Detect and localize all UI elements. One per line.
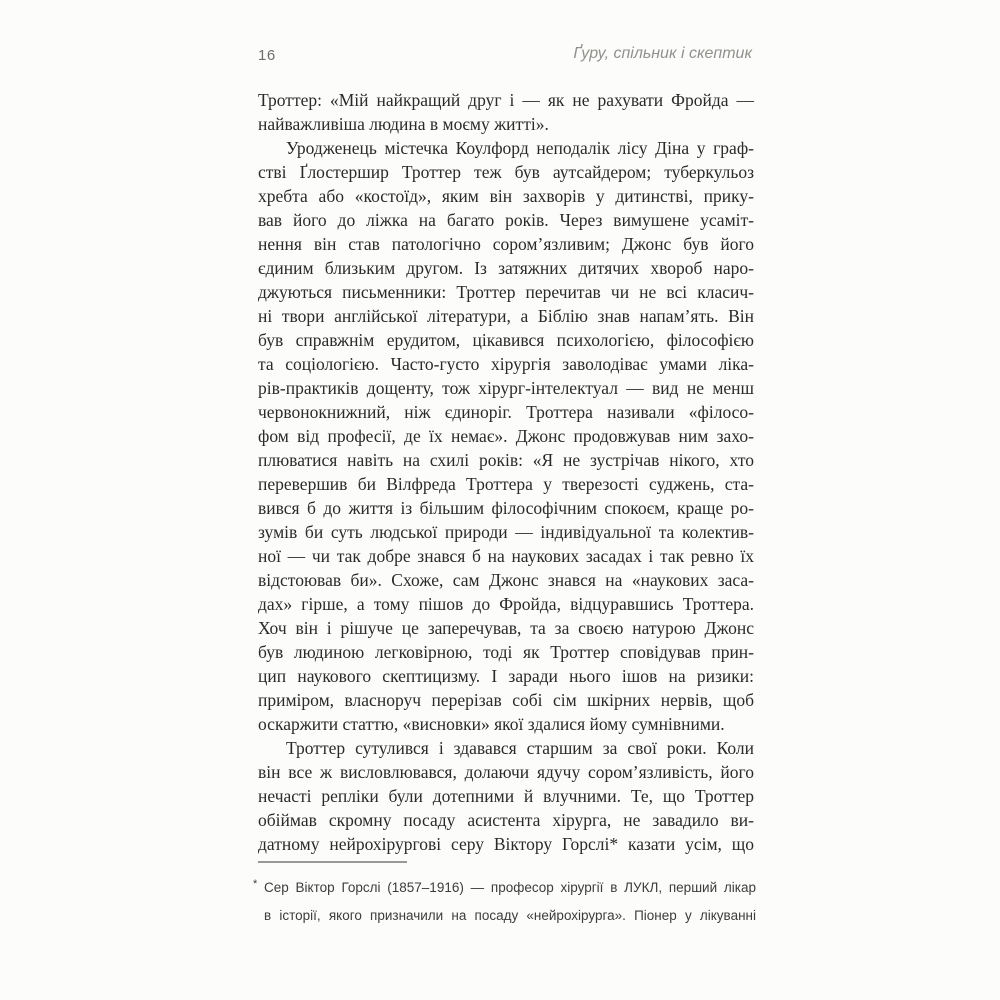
text-line: рів-практиків дощенту, тож хірург-інтелектуал — вид не менш [258, 378, 754, 398]
footnote-marker: * [253, 878, 258, 890]
text-line: вав його до ліжка на багато років. Через вимушене усаміт- [258, 210, 754, 230]
text-line: дах» гірше, а тому пішов до Фройда, відцуравшись Троттера. [258, 594, 754, 614]
text-line: нечасті репліки були дотепними й влучними. Те, що Троттер [258, 786, 754, 806]
text-line: Троттер: «Мій найкращий друг і — як не рахувати Фройда — [258, 90, 754, 110]
text-line: ні твори англійської літератури, а Біблію знав напам’ять. Він [258, 306, 754, 326]
text-line: та соціологією. Часто-густо хірургія заволодіває умами ліка- [258, 354, 754, 374]
text-line: датному нейрохірургові серу Віктору Горслі* казати усім, що [258, 834, 754, 854]
footnote-line [253, 874, 756, 902]
text-line: Уродженець містечка Коулфорд неподалік лісу Діна у граф- [286, 138, 754, 158]
text-line: Троттер сутулився і здавався старшим за свої роки. Коли [286, 738, 754, 758]
text-line: плюватися навіть на схилі років: «Я не зустрічав нікого, хто [258, 450, 754, 470]
footnote-divider [258, 861, 407, 863]
text-line: зумів би суть людської природи — індивідуальної та колектив- [258, 522, 754, 542]
text-line: джуються письменники: Троттер перечитав чи не всі класич- [258, 282, 754, 302]
text-line: цип наукового скептицизму. І заради нього ішов на ризики: [258, 666, 754, 686]
text-line: ної — чи так добре знався б на наукових засадах і так ревно їх [258, 546, 754, 566]
text-line: Хоч він і рішуче це заперечував, та за своєю натурою Джонс [258, 618, 754, 638]
text-line: оскаржити статтю, «висновки» якої здалися йому сумнівними. [258, 714, 725, 734]
running-head: Ґуру, спільник і скептик [573, 45, 752, 62]
text-line: фом від професії, де їх немає». Джонс продовжував ним захо- [258, 426, 754, 446]
text-line: приміром, власноруч перерізав собі сім шкірних нервів, щоб [258, 690, 754, 710]
text-line: був справжнім ерудитом, цікавився психологією, філософією [258, 330, 754, 350]
page-number: 16 [258, 47, 276, 64]
text-line: був людиною легковірною, тоді як Троттер сповідував прин- [258, 642, 754, 662]
text-line: перевершив би Вілфреда Троттера у тверезості суджень, ста- [258, 474, 754, 494]
text-line: найважливіша людина в моєму житті». [258, 114, 549, 134]
text-line: єдиним близьким другом. Із затяжних дитячих хвороб наро- [258, 258, 754, 278]
text-line: стві Ґлостершир Троттер теж був аутсайдером; туберкульоз [258, 162, 754, 182]
footnote-line: в історії, якого призначили на посаду «нейрохірурга». Піонер у лікуванні [264, 908, 756, 923]
text-line: хребта або «костоїд», яким він захворів у дитинстві, прику- [258, 186, 754, 206]
text-line: вився б до життя із більшим філософічним спокоєм, краще ро- [258, 498, 754, 518]
text-line: він все ж висловлювався, долаючи ядучу сором’язливість, його [258, 762, 754, 782]
footnote [253, 874, 756, 930]
body-text [258, 88, 754, 856]
text-line: обіймав скромну посаду асистента хірурга, не завадило ви- [258, 810, 754, 830]
footnote-text: Сер Віктор Горслі (1857–1916) — професор хірургії в ЛУКЛ, перший лікар [264, 880, 756, 895]
text-line: червонокнижний, ніж єдиноріг. Троттера називали «філосо- [258, 402, 754, 422]
text-line: нення він став патологічно сором’язливим; Джонс був його [258, 234, 754, 254]
text-line: відстоював би». Схоже, сам Джонс знався на «наукових заса- [258, 570, 754, 590]
